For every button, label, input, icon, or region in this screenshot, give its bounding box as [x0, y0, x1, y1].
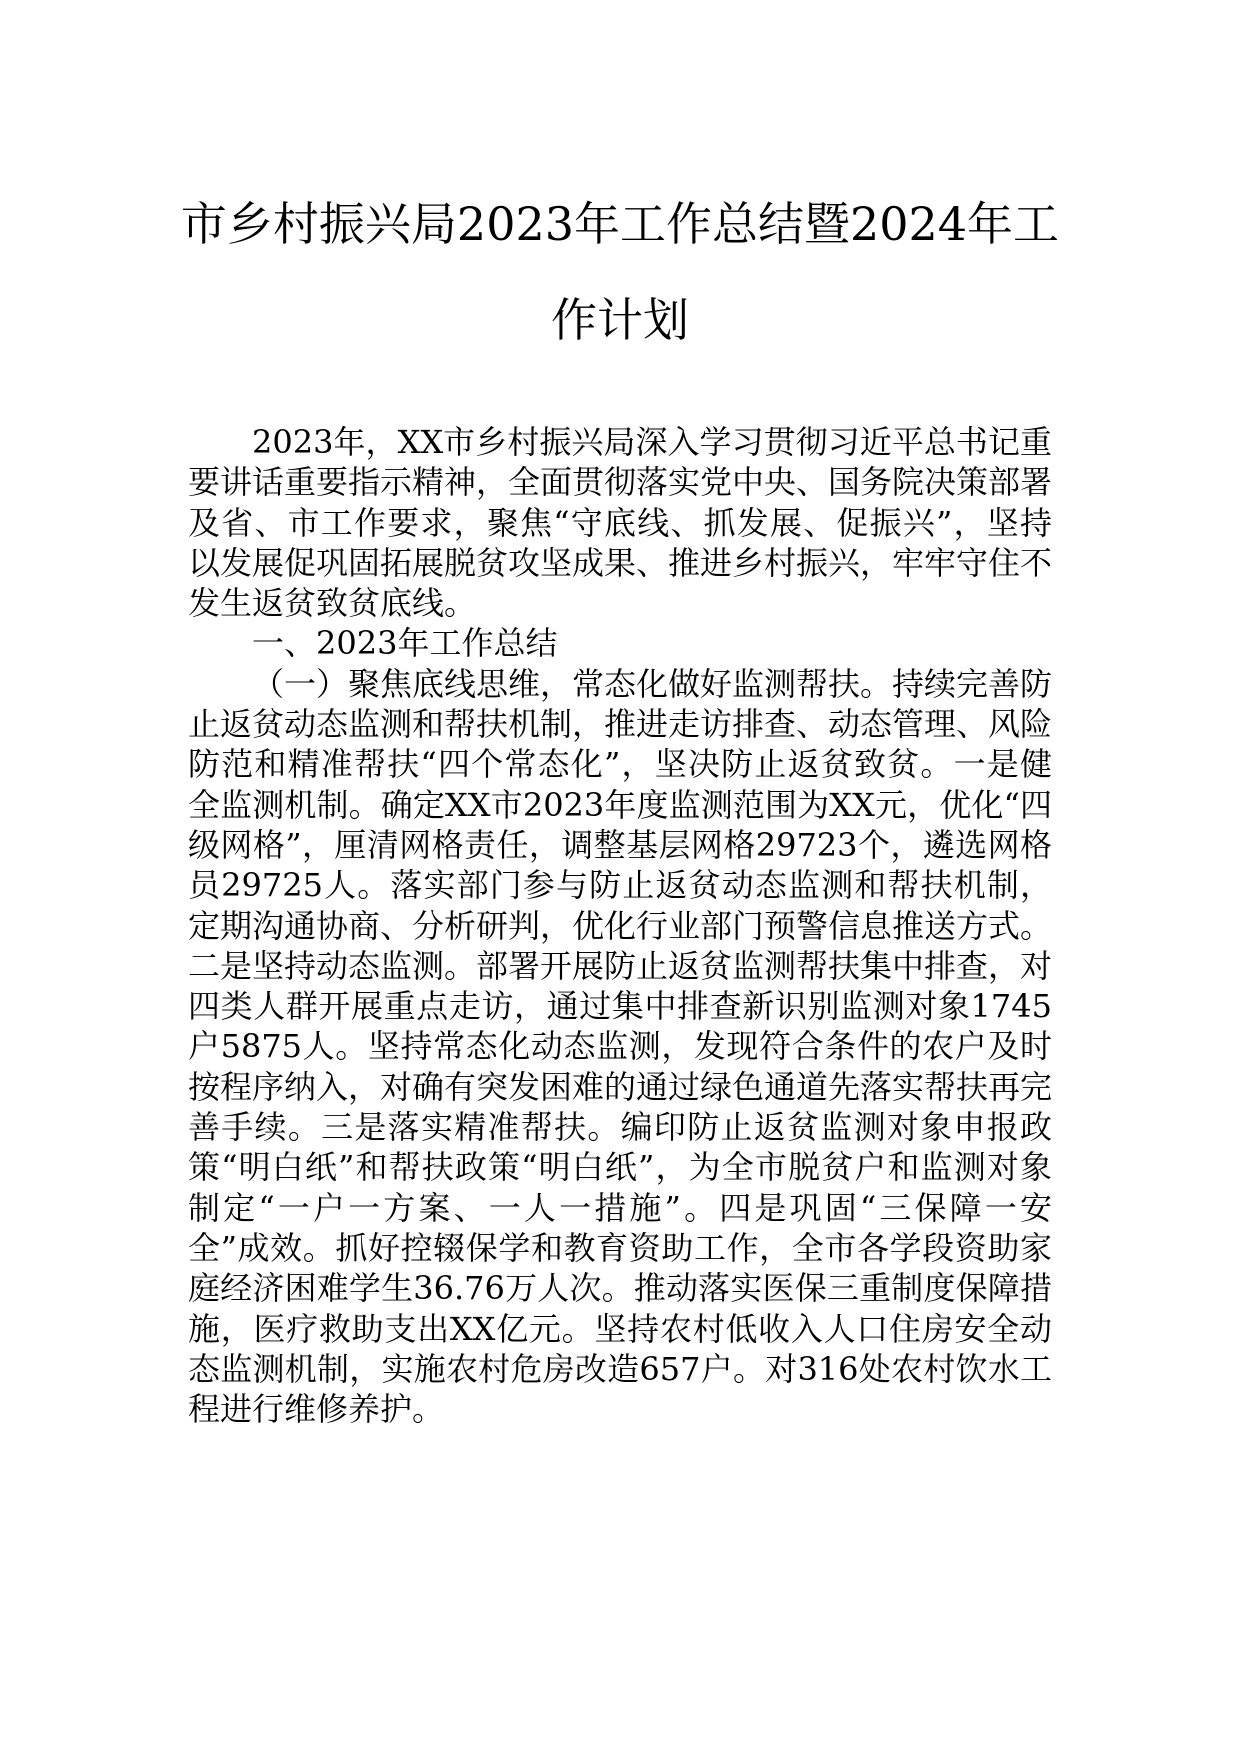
intro-paragraph: 2023年，XX市乡村振兴局深入学习贯彻习近平总书记重要讲话重要指示精神，全面贯彻落实党中央、国务院决策部署及省、市工作要求，聚焦“守底线、抓发展、促振兴”，坚持以发展促巩固拓展脱贫攻坚成果、推进乡村振兴，牢牢守住不发生返贫致贫底线。 [188, 423, 1053, 623]
title-line-2: 作计划 [551, 293, 689, 347]
document-title [180, 176, 1060, 368]
title-line-1: 市乡村振兴局2023年工作总结暨2024年工 [180, 197, 1060, 251]
section-heading: 一、2023年工作总结 [252, 624, 558, 663]
section-paragraph: （一）聚焦底线思维，常态化做好监测帮扶。持续完善防止返贫动态监测和帮扶机制，推进走访排查、动态管理、风险防范和精准帮扶“四个常态化”，坚决防止返贫致贫。一是健全监测机制。确定XX市2023年度监测范围为XX元，优化“四级网格”，厘清网格责任，调整基层网格29723个，遴选网格员29725人。落实部门参与防止返贫动态监测和帮扶机制，定期沟通协商、分析研判，优化行业部门预警信息推送方式。二是坚持动态监测。部署开展防止返贫监测帮扶集中排查，对四类人群开展重点走访，通过集中排查新识别监测对象1745户5875人。坚持常态化动态监测，发现符合条件的农户及时按程序纳入，对确有突发困难的通过绿色通道先落实帮扶再完善手续。三是落实精准帮扶。编印防止返贫监测对象申报政策“明白纸”和帮扶政策“明白纸”，为全市脱贫户和监测对象制定“一户一方案、一人一措施”。四是巩固“三保障一安全”成效。抓好控辍保学和教育资助工作，全市各学段资助家庭经济困难学生36.76万人次。推动落实医保三重制度保障措施，医疗救助支出XX亿元。坚持农村低收入人口住房安全动态监测机制，实施农村危房改造657户。对316处农村饮水工程进行维修养护。 [188, 664, 1053, 1429]
document-body [188, 422, 1052, 1429]
